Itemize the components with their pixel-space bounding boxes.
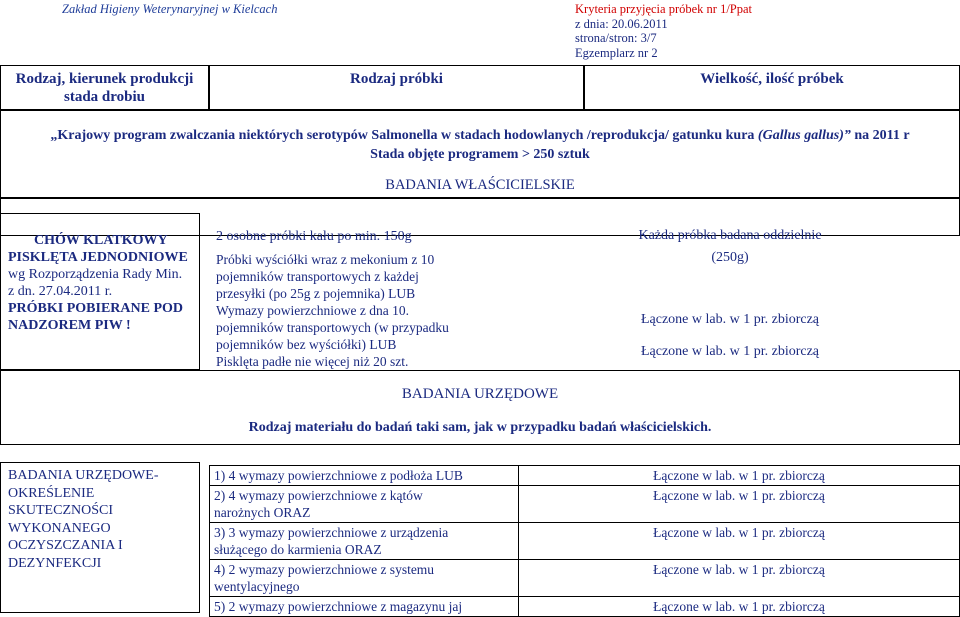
owner-left-line-2: PISKLĘTA JEDNODNIOWE [8,250,188,265]
disinfection-result: Łączone w lab. w 1 pr. zbiorczą [519,523,960,560]
table-row [210,486,960,523]
disinfection-item [210,523,519,560]
disinfection-result: Łączone w lab. w 1 pr. zbiorczą [519,560,960,597]
owner-right-line-3: Łączone w lab. w 1 pr. zbiorczą [640,312,820,327]
owner-mid-line-1: 2 osobne próbki kału po min. 150g [216,229,412,244]
disinfection-item-text: 2) 4 wymazy powierzchniowe z kątów [214,488,423,503]
disinfection-left-line-2: OKREŚLENIE [8,485,95,501]
owner-left-line-3: wg Rozporządzenia Rady Min. [8,267,183,282]
program-line-2: Stada objęte programem > 250 sztuk [370,147,590,162]
disinfection-left-line-5: OCZYSZCZANIA I [8,538,123,553]
official-section-note: Rodzaj materiału do badań taki sam, jak w przypadku badań właścicielskich. [248,420,712,435]
owner-right-block [580,228,880,360]
disinfection-left-block [8,467,158,572]
owner-left-line-5: PRÓBKI POBIERANE POD [8,301,184,316]
disinfection-item [210,466,519,486]
owner-mid-line-7: pojemników bez wyściółki) LUB [216,337,397,352]
owner-left-line-1: CHÓW KLATKOWY [34,233,168,248]
disinfection-left-line-6: DEZYNFEKCJI [8,555,102,571]
owner-right-line-2: (250g) [711,250,749,265]
program-year: na 2011 r [850,128,910,143]
owner-mid-line-8: Pisklęta padłe nie więcej niż 20 szt. [216,354,409,369]
program-line-1-text: „Krajowy program zwalczania niektórych serotypów Salmonella w stadach hodowlanych /reprodukcja/ gatunku kura [50,128,758,143]
owner-left-line-4: z dn. 27.04.2011 r. [8,284,113,299]
doc-copy: Egzemplarz nr 2 [575,45,658,60]
disinfection-left-line-4: WYKONANEGO [8,520,111,536]
owner-mid-line-5: Wymazy powierzchniowe z dna 10. [216,303,409,318]
doc-title: Kryteria przyjęcia próbek nr 1/Ppat [575,2,753,16]
owner-middle-block [216,228,449,370]
program-line-1 [0,126,960,145]
table-row [210,597,960,617]
owner-mid-line-3: pojemników transportowych z każdej [216,269,419,284]
col-header-sample: Rodzaj próbki [350,71,443,87]
owner-right-line-1: Każda próbka badana oddzielnie [638,228,822,243]
disinfection-result: Łączone w lab. w 1 pr. zbiorczą [519,466,960,486]
owner-mid-line-2: Próbki wyściółki wraz z mekonium z 10 [216,252,435,267]
owner-left-block [8,232,188,334]
program-species: (Gallus gallus)” [757,128,851,143]
disinfection-item-text: 1) 4 wymazy powierzchniowe z podłoża LUB [214,468,463,483]
owner-right-line-4: Łączone w lab. w 1 pr. zbiorczą [640,344,820,359]
disinfection-item [210,560,519,597]
disinfection-result: Łączone w lab. w 1 pr. zbiorczą [519,597,960,617]
owner-left-line-6: NADZOREM PIW ! [8,318,131,333]
table-row [210,523,960,560]
disinfection-item-text: 3) 3 wymazy powierzchniowe z urządzenia [214,525,449,540]
program-title [0,126,960,164]
table-row [210,466,960,486]
col-header-type: Rodzaj, kierunek produkcji stada drobiu [15,71,194,105]
doc-date [575,17,752,32]
disinfection-item [210,486,519,523]
document-meta [575,2,752,60]
disinfection-left-line-3: SKUTECZNOŚCI [8,503,114,518]
col-header-quantity: Wielkość, ilość próbek [700,71,844,87]
disinfection-result: Łączone w lab. w 1 pr. zbiorczą [519,486,960,523]
disinfection-item-text: wentylacyjnego [214,579,300,594]
disinfection-table [209,465,960,617]
table-row [210,560,960,597]
disinfection-left-line-1: BADANIA URZĘDOWE- [8,468,159,483]
disinfection-item-text: 4) 2 wymazy powierzchniowe z systemu [214,562,435,577]
doc-page: strona/stron: 3/7 [575,31,657,45]
disinfection-item-text: służącego do karmienia ORAZ [214,542,382,557]
disinfection-item [210,597,519,617]
owner-mid-line-6: pojemników transportowych (w przypadku [216,320,449,335]
official-section-title: BADANIA URZĘDOWE [401,386,559,402]
institution-name: Zakład Higieny Weterynaryjnej w Kielcach [62,2,278,16]
doc-date-text: z dnia: 20.06.2011 [575,16,668,31]
disinfection-item-text: 5) 2 wymazy powierzchniowe z magazynu jaj [214,599,463,614]
owner-section-title: BADANIA WŁAŚCICIELSKIE [385,177,575,193]
disinfection-item-text: narożnych ORAZ [214,505,311,520]
owner-mid-line-4: przesyłki (po 25g z pojemnika) LUB [216,286,416,301]
